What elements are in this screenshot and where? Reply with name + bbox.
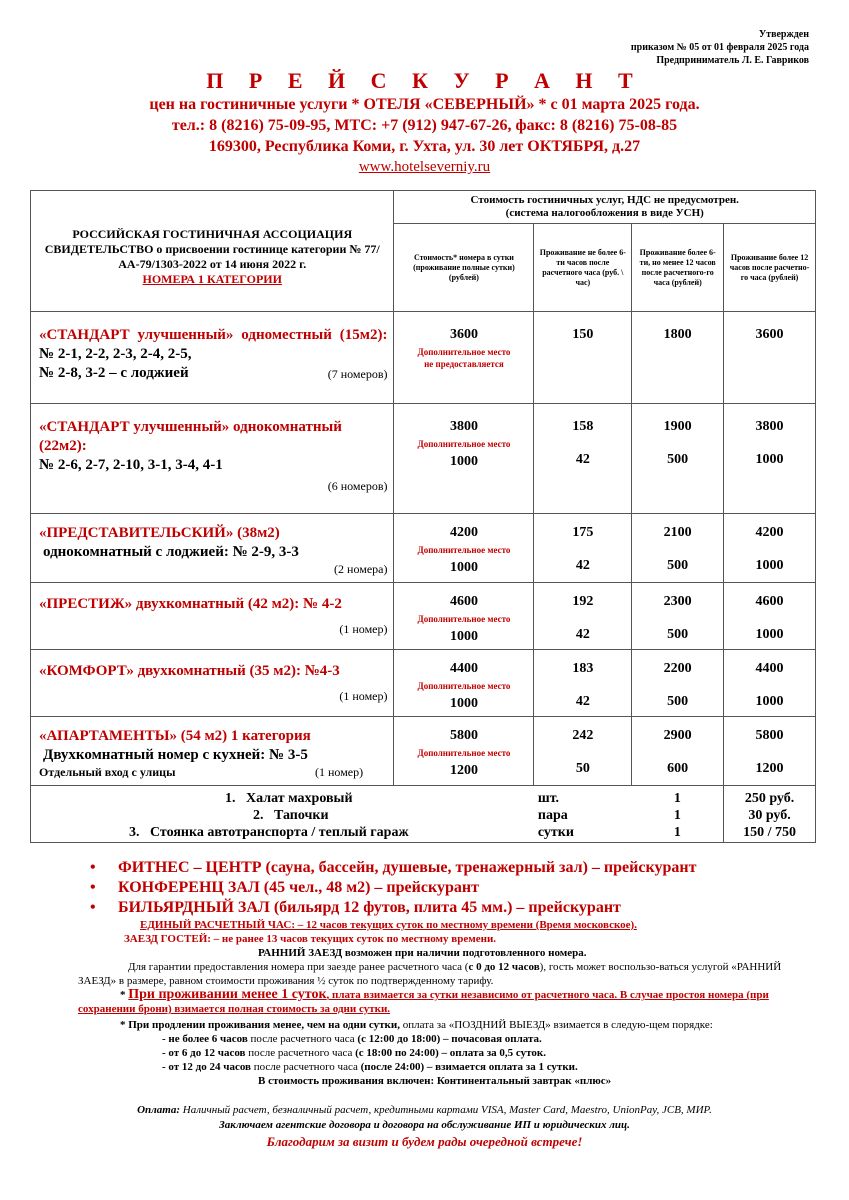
approval-line: приказом № 05 от 01 февраля 2025 года (630, 42, 809, 53)
full-day-cell: 3800 1000 (724, 404, 816, 514)
extra-price: 150 / 750 (743, 825, 796, 840)
checkout-rule: ЕДИНЫЙ РАСЧЕТНЫЙ ЧАС: – 12 часов текущих суток по местному времени (Время московское). (140, 919, 637, 931)
table-row (31, 404, 816, 514)
full-day-cell: 5800 1200 (724, 717, 816, 786)
column-header: Проживание более 12 часов после расчетно-го часа (рублей) (724, 224, 816, 312)
column-header: Стоимость* номера в сутки (проживание полные сутки) (рублей) (394, 224, 534, 312)
quantity: 1 (673, 825, 681, 840)
price-cell: 4600 Дополнительное место 1000 (394, 583, 534, 650)
list-item: • БИЛЬЯРДНЫЙ ЗАЛ (бильярд 12 футов, плита 45 мм.) – прейскурант (118, 898, 696, 918)
table-row (31, 650, 816, 717)
full-day-cell: 4200 1000 (724, 514, 816, 583)
rules-block (78, 918, 818, 1088)
payment-info: Оплата: Наличный расчет, безналичный расчет, кредитными картами VISA, Master Card, Maestro, UnionPay, JCB, МИР. (137, 1104, 712, 1116)
room-cell: «КОМФОРТ» двухкомнатный (35 м2): №4-3 (1 номер) (31, 650, 394, 717)
half-day-cell: 1800 (632, 312, 724, 404)
subtitle: цен на гостиничные услуги * ОТЕЛЯ «СЕВЕРНЫЙ» * с 01 марта 2025 года. (149, 96, 700, 113)
association-name: РОССИЙСКАЯ ГОСТИНИЧНАЯ АССОЦИАЦИЯ (72, 227, 353, 241)
document-header (0, 68, 849, 177)
room-cell: «СТАНДАРТ улучшенный» однокомнатный (22м2): № 2-6, 2-7, 2-10, 3-1, 3-4, 4-1 (6 номеров) (31, 404, 394, 514)
half-day-cell: 2200 500 (632, 650, 724, 717)
table-row (31, 514, 816, 583)
half-day-cell: 1900 500 (632, 404, 724, 514)
extra-price: 250 руб. (744, 791, 795, 806)
late-item: - не более 6 часов после расчетного часа (с 12:00 до 18:00) – почасовая оплата. (162, 1033, 542, 1045)
price-cell: 3600 Дополнительное место не предоставляется (394, 312, 534, 404)
early-paragraph: Для гарантии предоставления номера при заезде ранее расчетного часа (с 0 до 12 часов), гость может воспользо-ваться услугой «РАННИЙ ЗАЕЗД» в размере, равном стоимости проживания ½ суток по подтвержденному тарифу. (78, 961, 782, 987)
extra-price: 30 руб. (748, 808, 791, 823)
certificate: СВИДЕТЕЛЬСТВО о присвоении гостинице категории № 77/АА-79/1303-2022 от 14 июня 2022 г. (44, 242, 380, 271)
breakfast-note: В стоимость проживания включен: Континентальный завтрак «плюс» (258, 1075, 612, 1087)
contact-phones: тел.: 8 (8216) 75-09-95, МТС: +7 (912) 947-67-26, факс: 8 (8216) 75-08-85 (171, 117, 678, 134)
late-checkout-rule: * При продлении проживания менее, чем на одни сутки, оплата за «ПОЗДНИЙ ВЫЕЗД» взимается в следую-щем порядке: (120, 1019, 713, 1031)
association-cell (31, 191, 394, 312)
hourly-cell: 150 (534, 312, 632, 404)
website-link[interactable]: www.hotelseverniy.ru (358, 159, 491, 175)
category-label: НОМЕРА 1 КАТЕГОРИИ (142, 272, 282, 286)
unit: сутки (537, 825, 574, 840)
quantity: 1 (673, 791, 681, 806)
table-row (31, 717, 816, 786)
hourly-cell: 192 42 (534, 583, 632, 650)
early-rule: РАННИЙ ЗАЕЗД возможен при наличии подготовленного номера. (258, 947, 587, 959)
extras-row: 1. Халат махровый 2. Тапочки 3. Стоянка автотранспорта / теплый гараж шт. пара сутки 1 1 1 250 руб. 30 руб. 150 / 750 (31, 786, 816, 843)
price-table (30, 190, 816, 843)
unit: пара (537, 808, 568, 823)
checkin-rule: ЗАЕЗД ГОСТЕЙ: – не ранее 13 часов текущих суток по местному времени. (124, 933, 497, 945)
approval-line: Предприниматель Л. Е. Гавриков (656, 55, 809, 66)
late-item: - от 6 до 12 часов после расчетного часа (с 18:00 по 24:00) – оплата за 0,5 суток. (162, 1047, 547, 1059)
column-header: Проживание более 6-ти, но менее 12 часов после расчетного-го часа (рублей) (632, 224, 724, 312)
table-row (31, 312, 816, 404)
footer (0, 1103, 849, 1150)
half-day-cell: 2100 500 (632, 514, 724, 583)
cost-caption: Стоимость гостиничных услуг, НДС не предусмотрен. (система налогообложения в виде УСН) (394, 191, 816, 224)
hourly-cell: 175 42 (534, 514, 632, 583)
half-day-cell: 2900 600 (632, 717, 724, 786)
agents-note: Заключаем агентские договора и договора на обслуживание ИП и юридических лиц. (219, 1119, 630, 1131)
room-cell: «ПРЕСТИЖ» двухкомнатный (42 м2): № 4-2 (1 номер) (31, 583, 394, 650)
price-cell: 4200 Дополнительное место 1000 (394, 514, 534, 583)
half-day-cell: 2300 500 (632, 583, 724, 650)
address: 169300, Республика Коми, г. Ухта, ул. 30 лет ОКТЯБРЯ, д.27 (208, 138, 641, 155)
approval-stamp (631, 28, 809, 67)
room-cell: «ПРЕДСТАВИТЕЛЬСКИЙ» (38м2) однокомнатный с лоджией: № 2-9, 3-3 (2 номера) (31, 514, 394, 583)
price-cell: 4400 Дополнительное место 1000 (394, 650, 534, 717)
room-cell: «АПАРТАМЕНТЫ» (54 м2) 1 категория Двухкомнатный номер с кухней: № 3-5 Отдельный вход с улицы (1 номер) (31, 717, 394, 786)
short-stay-rule: * При проживании менее 1 суток, плата взимается за сутки независимо от расчетного часа. В случае простоя номера (при сохранении брони) взимается полная стоимость за одни сутки. (78, 987, 769, 1015)
list-item: • КОНФЕРЕНЦ ЗАЛ (45 чел., 48 м2) – прейскурант (118, 878, 696, 898)
full-day-cell: 4400 1000 (724, 650, 816, 717)
list-item: • ФИТНЕС – ЦЕНТР (сауна, бассейн, душевые, тренажерный зал) – прейскурант (118, 858, 696, 878)
hourly-cell: 183 42 (534, 650, 632, 717)
page-title: П Р Е Й С К У Р А Н Т (206, 68, 643, 93)
services-list (118, 858, 696, 918)
hourly-cell: 242 50 (534, 717, 632, 786)
full-day-cell: 4600 1000 (724, 583, 816, 650)
approval-line: Утвержден (758, 29, 809, 40)
table-row (31, 583, 816, 650)
room-cell: «СТАНДАРТ улучшенный» одноместный (15м2): № 2-1, 2-2, 2-3, 2-4, 2-5, № 2-8, 3-2 – с лоджией (7 номеров) (31, 312, 394, 404)
thanks-message: Благодарим за визит и будем рады очередной встрече! (266, 1134, 583, 1149)
full-day-cell: 3600 (724, 312, 816, 404)
column-header: Проживание не более 6-ти часов после расчетного часа (руб. \ час) (534, 224, 632, 312)
unit: шт. (537, 791, 560, 806)
price-cell: 3800 Дополнительное место 1000 (394, 404, 534, 514)
hourly-cell: 158 42 (534, 404, 632, 514)
quantity: 1 (673, 808, 681, 823)
price-cell: 5800 Дополнительное место 1200 (394, 717, 534, 786)
late-item: - от 12 до 24 часов после расчетного часа (после 24:00) – взимается оплата за 1 сутки. (162, 1061, 578, 1073)
